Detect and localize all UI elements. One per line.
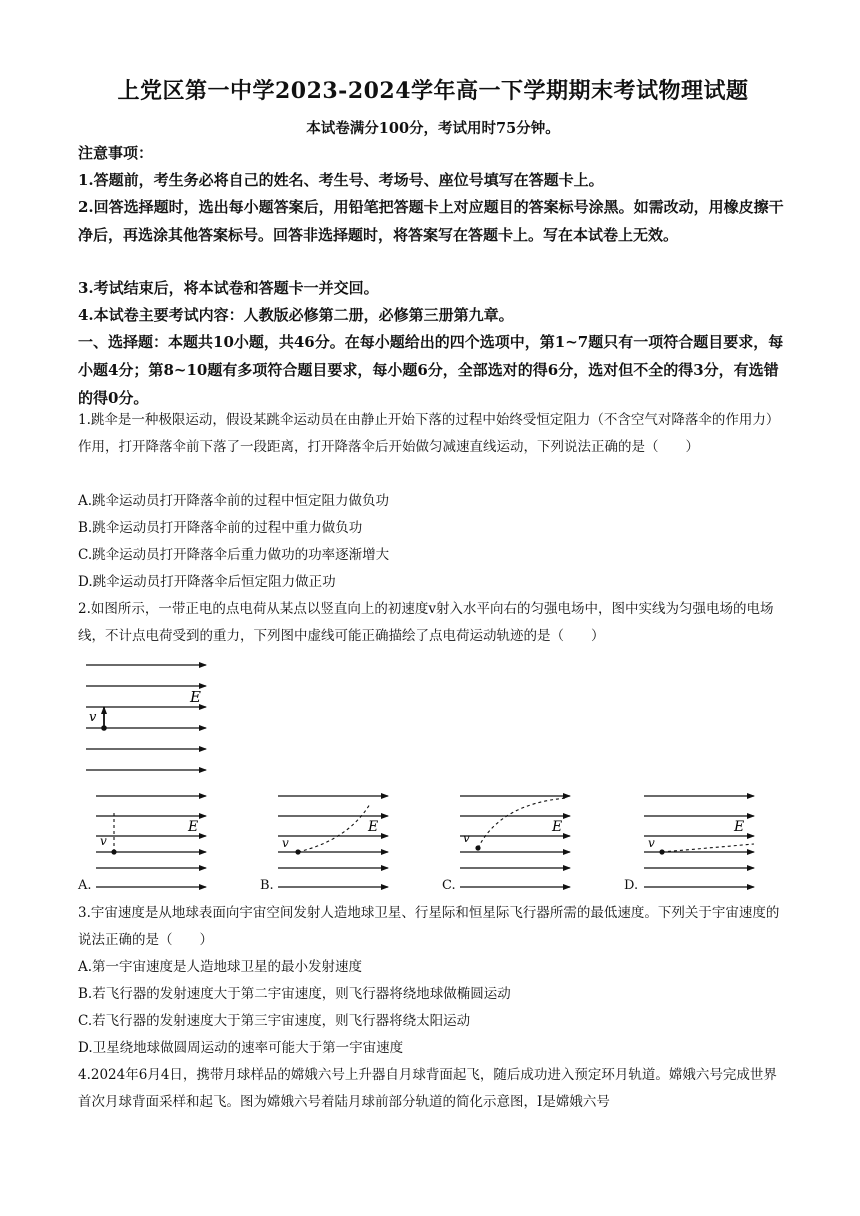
q2-d-e-label: E xyxy=(734,819,745,835)
q2-main-v-label: v xyxy=(89,710,97,725)
q2-option-b-figure xyxy=(278,790,398,895)
exam-subtitle: 本试卷满分100分，考试用时75分钟。 xyxy=(306,120,560,137)
q2-option-c-label: C. xyxy=(442,878,456,893)
notice-item-1: 1.答题前，考生务必将自己的姓名、考生号、考场号、座位号填写在答题卡上。 xyxy=(78,171,604,189)
q3-stem: 3.宇宙速度是从地球表面向宇宙空间发射人造地球卫星、行星际和恒星际飞行器所需的最低速度。下列关于宇宙速度的说法正确的是（ ） xyxy=(78,905,780,948)
exam-title: 上党区第一中学2023-2024学年高一下学期期末考试物理试题 xyxy=(117,78,749,104)
q2-option-a-label: A. xyxy=(78,878,92,893)
q4-stem: 4.2024年6月4日，携带月球样品的嫦娥六号上升器自月球背面起飞，随后成功进入预定环月轨道。嫦娥六号完成世界首次月球背面采样和起飞。图为嫦娥六号着陆月球前部分轨道的简化示意图，Ⅰ是嫦娥六号 xyxy=(78,1067,777,1110)
q2-a-e-label: E xyxy=(188,819,199,835)
q2-option-c-figure xyxy=(460,790,580,895)
notice-item-4: 4.本试卷主要考试内容：人教版必修第二册，必修第三册第九章。 xyxy=(78,306,514,324)
q1-stem: 1.跳伞是一种极限运动，假设某跳伞运动员在由静止开始下落的过程中始终受恒定阻力（不含空气对降落伞的作用力）作用，打开降落伞前下落了一段距离，打开降落伞后开始做匀减速直线运动，下列说法正确的是（ ） xyxy=(78,412,780,455)
q2-main-e-label: E xyxy=(190,688,201,706)
q3-option-a: A.第一宇宙速度是人造地球卫星的最小发射速度 xyxy=(78,959,363,975)
q2-d-v-label: v xyxy=(648,836,655,850)
q2-option-b-label: B. xyxy=(260,878,274,893)
q2-main-figure xyxy=(86,655,216,780)
section1-heading: 一、选择题：本题共10小题，共46分。在每小题给出的四个选项中，第1~7题只有一项符合题目要求，每小题4分；第8~10题有多项符合题目要求，每小题6分，全部选对的得6分，选对但不全的得3分，有选错的得0分。 xyxy=(78,333,784,407)
q2-option-a-figure xyxy=(96,790,216,895)
q1-option-c: C.跳伞运动员打开降落伞后重力做功的功率逐渐增大 xyxy=(78,547,390,563)
notice-heading: 注意事项： xyxy=(78,144,154,162)
q2-b-v-label: v xyxy=(282,836,289,850)
q3-option-c: C.若飞行器的发射速度大于第三宇宙速度，则飞行器将绕太阳运动 xyxy=(78,1013,471,1029)
q1-option-d: D.跳伞运动员打开降落伞后恒定阻力做正功 xyxy=(78,574,336,590)
q2-stem: 2.如图所示，一带正电的点电荷从某点以竖直向上的初速度v射入水平向右的匀强电场中，图中实线为匀强电场的电场线，不计点电荷受到的重力，下列图中虚线可能正确描绘了点电荷运动轨迹的是（ ） xyxy=(78,601,774,644)
q2-option-d-label: D. xyxy=(624,878,639,893)
notice-item-3: 3.考试结束后，将本试卷和答题卡一并交回。 xyxy=(78,279,379,297)
q1-option-a: A.跳伞运动员打开降落伞前的过程中恒定阻力做负功 xyxy=(78,493,390,509)
notice-item-2: 2.回答选择题时，选出每小题答案后，用铅笔把答题卡上对应题目的答案标号涂黑。如需改动，用橡皮擦干净后，再选涂其他答案标号。回答非选择题时，将答案写在答题卡上。写在本试卷上无效。 xyxy=(78,198,784,244)
q2-b-e-label: E xyxy=(368,819,379,835)
q3-option-d: D.卫星绕地球做圆周运动的速率可能大于第一宇宙速度 xyxy=(78,1040,404,1056)
q3-option-b: B.若飞行器的发射速度大于第二宇宙速度，则飞行器将绕地球做椭圆运动 xyxy=(78,986,511,1002)
q2-a-v-label: v xyxy=(100,834,107,848)
q2-option-d-figure xyxy=(644,790,764,895)
q2-c-e-label: E xyxy=(552,819,563,835)
q2-c-v-label: v xyxy=(463,831,470,845)
q1-option-b: B.跳伞运动员打开降落伞前的过程中重力做负功 xyxy=(78,520,363,536)
